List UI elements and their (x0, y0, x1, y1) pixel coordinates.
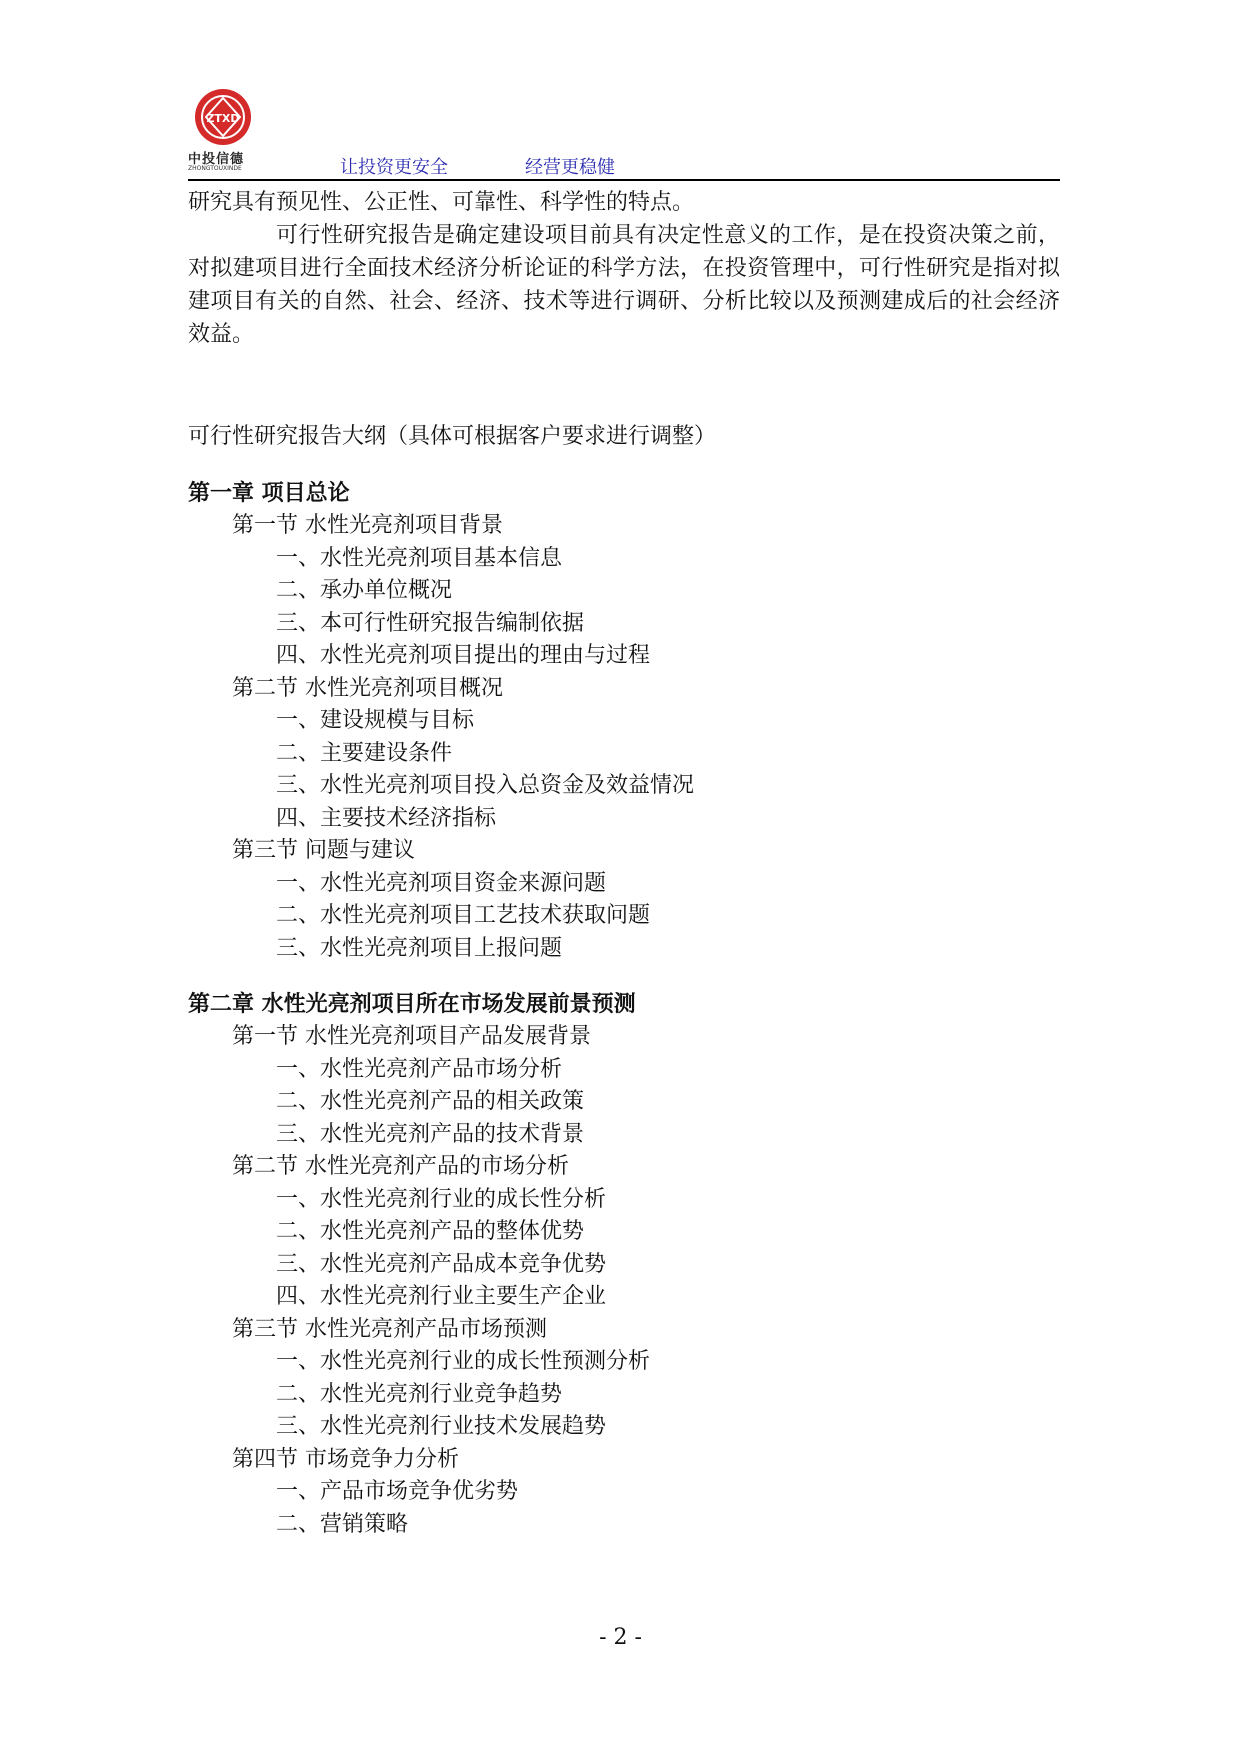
toc-item: 三、水性光亮剂产品成本竞争优势 (276, 1251, 607, 1277)
logo-badge-text: ZTXD (206, 112, 240, 125)
toc-item: 二、水性光亮剂产品的相关政策 (276, 1089, 585, 1114)
toc-item: 一、建设规模与目标 (276, 708, 475, 733)
toc-item: 三、水性光亮剂项目上报问题 (276, 935, 563, 961)
logo-emblem-icon (188, 86, 258, 148)
toc-item: 一、水性光亮剂项目资金来源问题 (276, 870, 607, 896)
table-of-contents (188, 477, 1060, 1541)
page-content (188, 186, 1060, 1541)
toc-item: 一、水性光亮剂项目基本信息 (276, 545, 563, 571)
logo-subtitle: ZHONGTOUXINDE (188, 165, 242, 172)
toc-item: 一、水性光亮剂行业的成长性分析 (276, 1186, 607, 1212)
toc-item: 四、水性光亮剂项目提出的理由与过程 (276, 643, 651, 668)
ch1-section-1: 第一节 水性光亮剂项目背景 (232, 513, 503, 538)
toc-item: 三、水性光亮剂产品的技术背景 (276, 1121, 585, 1147)
chapter-gap (188, 965, 1060, 988)
toc-item: 三、水性光亮剂项目投入总资金及效益情况 (276, 773, 695, 798)
slogan-safety: 让投资更安全 (340, 157, 448, 178)
ch1-section-2: 第二节 水性光亮剂项目概况 (232, 675, 503, 701)
toc-item: 二、水性光亮剂行业竞争趋势 (276, 1381, 563, 1407)
page-header (188, 86, 1060, 181)
outline-title: 可行性研究报告大纲（具体可根据客户要求进行调整） (188, 424, 717, 449)
ch2-section-4: 第四节 市场竞争力分析 (232, 1446, 459, 1472)
paragraph-continuation: 研究具有预见性、公正性、可靠性、科学性的特点。 (188, 190, 695, 215)
ch2-section-3: 第三节 水性光亮剂产品市场预测 (232, 1316, 547, 1342)
toc-item: 三、水性光亮剂行业技术发展趋势 (276, 1414, 607, 1439)
toc-item: 二、水性光亮剂项目工艺技术获取问题 (276, 903, 651, 928)
toc-item: 四、水性光亮剂行业主要生产企业 (276, 1284, 607, 1309)
toc-item: 二、主要建设条件 (276, 740, 453, 766)
chapter-1-title: 第一章 项目总论 (188, 481, 350, 506)
toc-item: 一、水性光亮剂行业的成长性预测分析 (276, 1349, 651, 1374)
toc-item: 三、本可行性研究报告编制依据 (276, 610, 585, 636)
toc-item: 二、水性光亮剂产品的整体优势 (276, 1219, 585, 1244)
logo-wordmark: 中投信德 (188, 152, 245, 167)
ch2-section-2: 第二节 水性光亮剂产品的市场分析 (232, 1154, 569, 1179)
slogan-stability: 经营更稳健 (525, 157, 615, 178)
toc-item: 二、承办单位概况 (276, 578, 453, 603)
header-rule (188, 179, 1060, 181)
toc-item: 四、主要技术经济指标 (276, 805, 497, 831)
chapter-2-title: 第二章 水性光亮剂项目所在市场发展前景预测 (188, 992, 636, 1017)
ch2-section-1: 第一节 水性光亮剂项目产品发展背景 (232, 1024, 591, 1049)
toc-item: 一、水性光亮剂产品市场分析 (276, 1056, 563, 1082)
page-number: - 2 - (599, 1625, 642, 1650)
ch1-section-3: 第三节 问题与建议 (232, 838, 415, 863)
paragraph-feasibility: 可行性研究报告是确定建设项目前具有决定性意义的工作，是在投资决策之前，对拟建项目进行全面技术经济分析论证的科学方法，在投资管理中，可行性研究是指对拟建项目有关的自然、社会、经济、技术等进行调研、分析比较以及预测建成后的社会经济效益。 (188, 223, 1060, 347)
toc-item: 二、营销策略 (276, 1511, 409, 1537)
toc-item: 一、产品市场竞争优劣势 (276, 1479, 519, 1504)
